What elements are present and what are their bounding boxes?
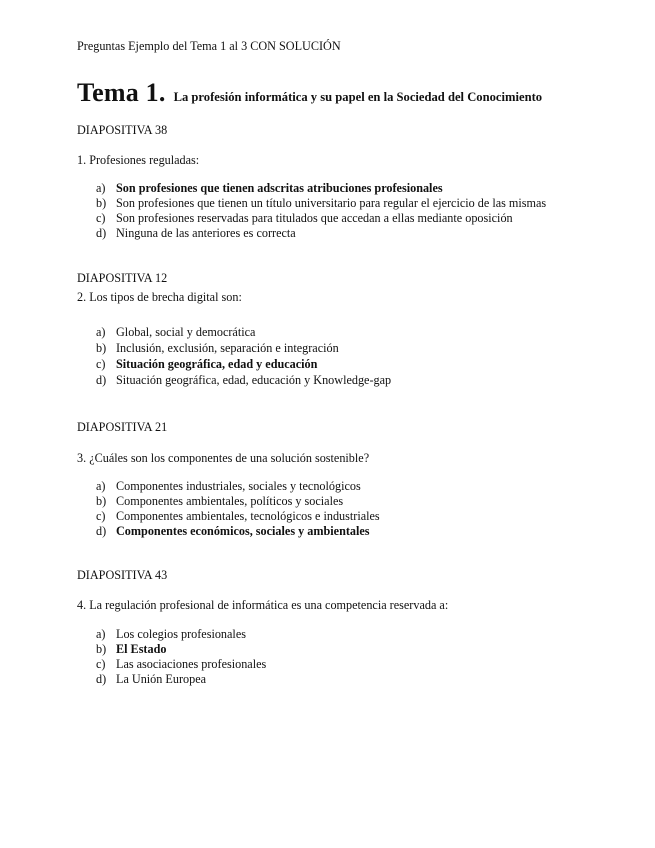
option-letter: a) xyxy=(96,181,106,195)
option-letter: c) xyxy=(96,657,106,671)
page-header: Preguntas Ejemplo del Tema 1 al 3 CON SOLUCIÓN xyxy=(77,39,341,53)
option-letter: a) xyxy=(96,325,106,339)
option-text: Son profesiones reservadas para titulados que accedan a ellas mediante oposición xyxy=(116,211,513,225)
question-text: 4. La regulación profesional de informática es una competencia reservada a: xyxy=(77,598,449,612)
option-text: Las asociaciones profesionales xyxy=(116,657,267,671)
option-letter: b) xyxy=(96,494,107,508)
option-text: Inclusión, exclusión, separación e integración xyxy=(116,341,339,355)
option-text: Los colegios profesionales xyxy=(116,627,246,641)
option-text-correct: El Estado xyxy=(116,642,167,656)
slide-label: DIAPOSITIVA 38 xyxy=(77,123,168,137)
option-text: Componentes ambientales, políticos y sociales xyxy=(116,494,344,508)
option-letter: c) xyxy=(96,357,106,371)
option-letter: b) xyxy=(96,341,107,355)
page-title xyxy=(77,78,542,108)
option-text: Global, social y democrática xyxy=(116,325,256,339)
option-letter: d) xyxy=(96,373,107,387)
option-text-correct: Situación geográfica, edad y educación xyxy=(116,357,318,371)
question-text: 3. ¿Cuáles son los componentes de una solución sostenible? xyxy=(77,451,370,465)
option-letter: d) xyxy=(96,672,107,686)
title-main: Tema 1. xyxy=(77,78,166,107)
option-letter: d) xyxy=(96,226,107,240)
option-letter: d) xyxy=(96,524,107,538)
option-letter: b) xyxy=(96,196,107,210)
option-text: Situación geográfica, edad, educación y Knowledge-gap xyxy=(116,373,392,387)
option-letter: c) xyxy=(96,509,106,523)
slide-label: DIAPOSITIVA 43 xyxy=(77,568,168,582)
slide-label: DIAPOSITIVA 21 xyxy=(77,420,168,434)
option-letter: c) xyxy=(96,211,106,225)
question-text: 1. Profesiones reguladas: xyxy=(77,153,200,167)
option-text: Son profesiones que tienen un título universitario para regular el ejercicio de las mismas xyxy=(116,196,547,210)
option-text-correct: Son profesiones que tienen adscritas atribuciones profesionales xyxy=(116,181,443,195)
option-text-correct: Componentes económicos, sociales y ambientales xyxy=(116,524,370,538)
option-text: La Unión Europea xyxy=(116,672,207,686)
slide-label: DIAPOSITIVA 12 xyxy=(77,271,168,285)
option-text: Componentes ambientales, tecnológicos e industriales xyxy=(116,509,380,523)
question-text: 2. Los tipos de brecha digital son: xyxy=(77,290,242,304)
title-subtitle: La profesión informática y su papel en la Sociedad del Conocimiento xyxy=(173,90,543,104)
option-letter: a) xyxy=(96,479,106,493)
option-letter: b) xyxy=(96,642,107,656)
option-text: Componentes industriales, sociales y tecnológicos xyxy=(116,479,361,493)
option-letter: a) xyxy=(96,627,106,641)
option-text: Ninguna de las anteriores es correcta xyxy=(116,226,296,240)
